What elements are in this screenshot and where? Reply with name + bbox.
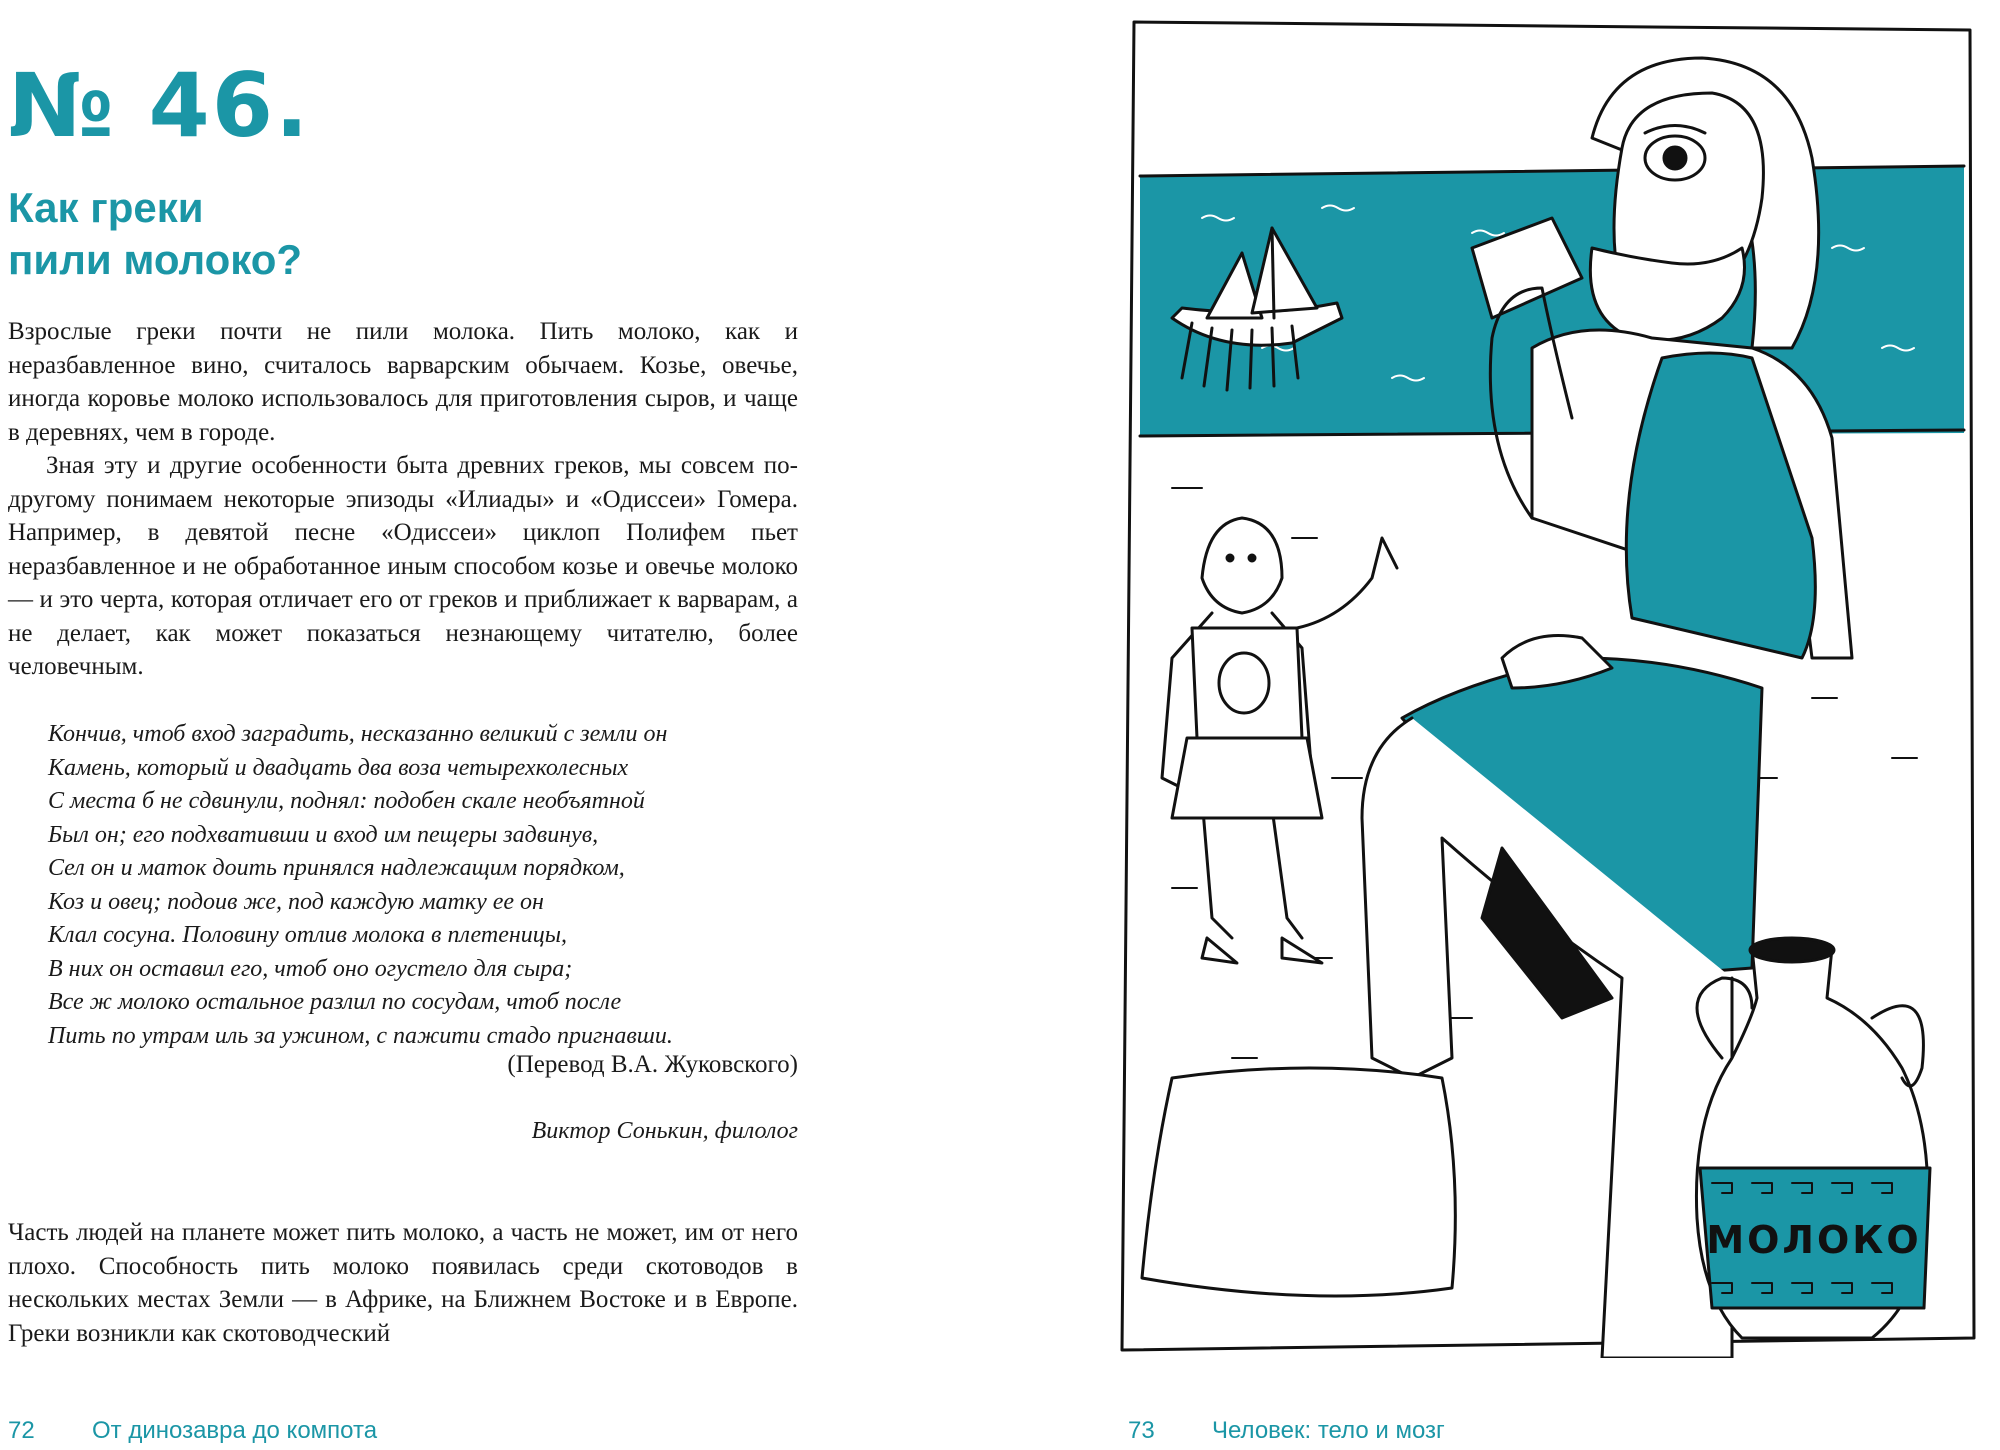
poem-quote [48, 718, 808, 1053]
paragraph: Часть людей на планете может пить молоко, а часть не может, им от него плохо. Способность пить молоко появилась среди скотоводов в нескольких местах Земли — в Африке, на Ближнем Востоке и в Европе. Греки возникли как скотоводческий [8, 1219, 798, 1347]
running-title: От динозавра до компота [92, 1417, 378, 1444]
running-title: Человек: тело и мозг [1212, 1417, 1445, 1444]
amphora-label: МОЛОКО [1706, 1218, 1922, 1262]
title-line: пили молоко? [8, 236, 303, 283]
rock [1142, 1068, 1455, 1296]
author-signature: Виктор Сонькин, филолог [531, 1118, 798, 1144]
poem-line: Клал сосуна. Половину отлив молока в плетеницы, [48, 922, 568, 948]
poem-line: В них он оставил его, чтоб оно огустело для сыра; [48, 955, 573, 982]
poem-line: С места б не сдвинули, поднял: подобен скале необъятной [48, 788, 645, 814]
poem-line: Сел он и маток доить принялся надлежащим порядком, [48, 855, 625, 881]
article-number: № 46. [8, 54, 311, 157]
poem-line: Был он; его подхвативши и вход им пещеры задвинув, [48, 821, 599, 848]
page-number: 72 [8, 1417, 35, 1444]
poem-line: Кончив, чтоб вход заградить, несказанно великий с земли он [48, 721, 668, 747]
left-page [0, 0, 960, 1450]
poem-line: Все ж молоко остальное разлил по сосудам, чтоб после [48, 989, 622, 1015]
article-title [8, 182, 708, 286]
cyclops-illustration [1112, 18, 1998, 1358]
left-footer [8, 1417, 377, 1445]
illustration-svg [1112, 18, 1998, 1358]
paragraph: Взрослые греки почти не пили молока. Пить молоко, как и неразбавленное вино, считалось варварским обычаем. Козье, овечье, иногда коровье молоко использовалось для приготовления сыров, и чаще в деревнях, чем в городе. [8, 318, 798, 446]
poem-line: Камень, который и двадцать два воза четырехколесных [48, 754, 629, 781]
translation-credit: (Перевод В.А. Жуковского) [507, 1051, 798, 1078]
paragraph: Зная эту и другие особенности быта древних греков, мы совсем по-другому понимаем некоторые эпизоды «Илиады» и «Одиссеи» Гомера. Например, в девятой песне «Одиссеи» циклоп Полифем пьет неразбавленное и не обработанное иным способом козье и овечье молоко — и это черта, которая отличает его от греков и приближает к варварам, а не делает, как может показаться незнающему читателю, более человечным. [8, 452, 798, 680]
page-number: 73 [1128, 1417, 1155, 1444]
poem-line: Коз и овец; подоив же, под каждую матку ее он [48, 888, 544, 915]
poem-line: Пить по утрам иль за ужином, с пажити стадо пригнавши. [48, 1022, 673, 1049]
right-footer [1128, 1417, 1445, 1445]
title-line: Как греки [8, 184, 204, 231]
